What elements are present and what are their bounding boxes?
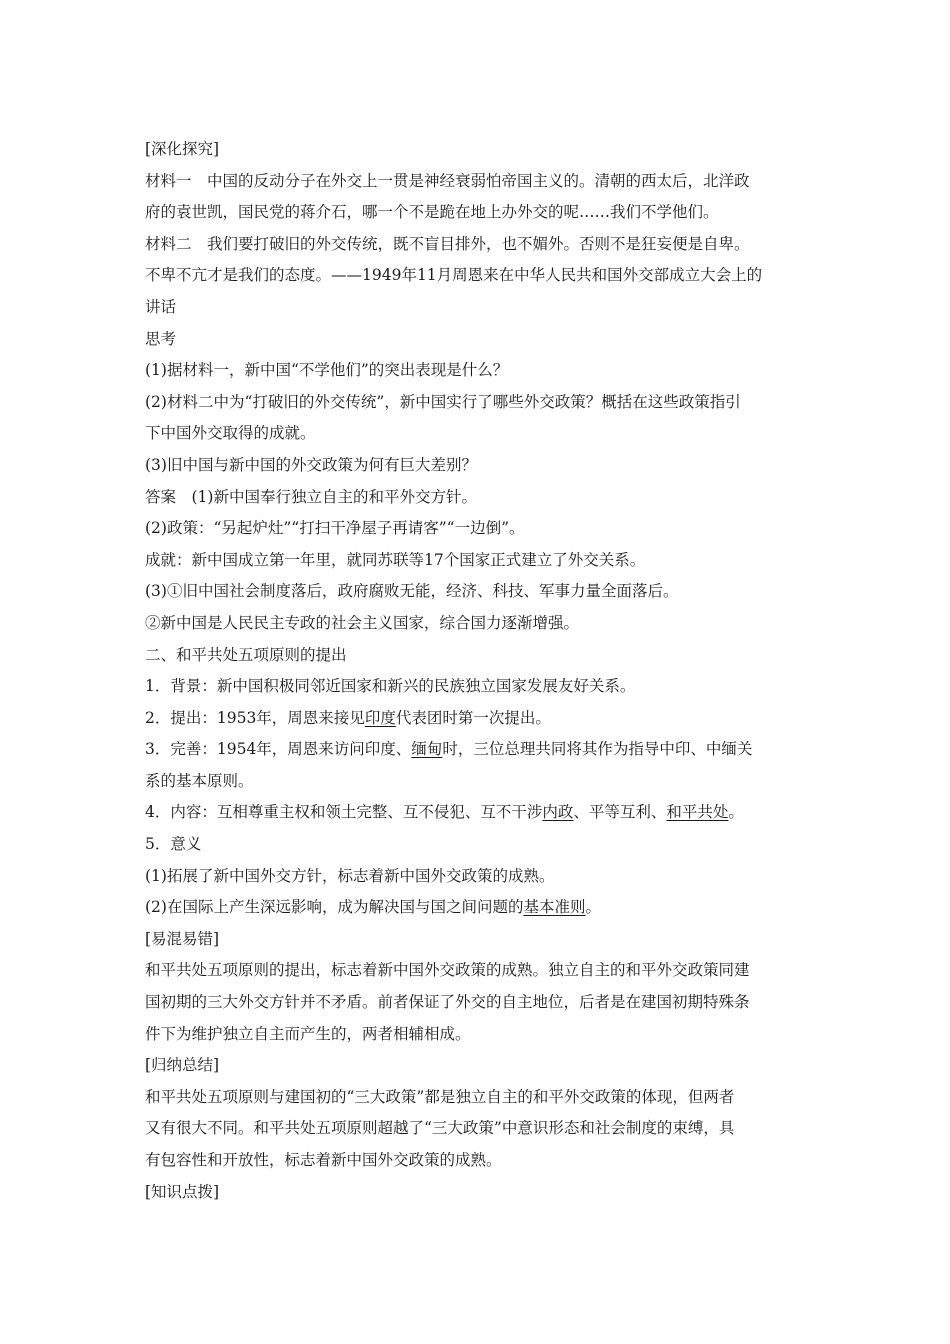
answer-3-part-1: (3)①旧中国社会制度落后，政府腐败无能，经济、科技、军事力量全面落后。 bbox=[145, 582, 679, 601]
material-one-line-2: 府的袁世凯，国民党的蒋介石，哪一个不是跪在地上办外交的呢……我们不学他们。 bbox=[145, 203, 719, 222]
point-1-background: 1．背景：新中国积极同邻近国家和新兴的民族独立国家发展友好关系。 bbox=[145, 677, 636, 696]
significance-2-text-b: 。 bbox=[585, 898, 601, 917]
significance-2-text-a: (2)在国际上产生深远影响，成为解决国与国之间问题的 bbox=[145, 898, 524, 917]
question-2-line-1: (2)材料二中为“打破旧的外交传统”，新中国实行了哪些外交政策？概括在这些政策指引 bbox=[145, 392, 741, 411]
section-label-summary: [归纳总结] bbox=[145, 1056, 220, 1075]
significance-1: (1)拓展了新中国外交方针，标志着新中国外交政策的成熟。 bbox=[145, 866, 555, 885]
point-3-improvement-line-2: 系的基本原则。 bbox=[145, 771, 254, 790]
material-two-line-2: 不卑不亢才是我们的态度。——1949年11月周恩来在中华人民共和国外交部成立大会上的 bbox=[145, 266, 763, 285]
confusion-line-3: 件下为维护独立自主而产生的，两者相辅相成。 bbox=[145, 1024, 471, 1043]
point-3-improvement-line-1 bbox=[145, 734, 810, 766]
section-label-deepen: [深化探究] bbox=[145, 140, 220, 158]
confusion-line-1: 和平共处五项原则的提出，标志着新中国外交政策的成熟。独立自主的和平外交政策同建 bbox=[145, 961, 750, 980]
material-two-line-1: 材料二 我们要打破旧的外交传统，既不盲目排外，也不媚外。否则不是狂妄便是自卑。 bbox=[145, 234, 750, 253]
answer-3-part-2: ②新中国是人民民主专政的社会主义国家，综合国力逐渐增强。 bbox=[145, 613, 580, 632]
point-5-significance: 5．意义 bbox=[145, 835, 202, 854]
summary-line-2: 又有很大不同。和平共处五项原则超越了“三大政策”中意识形态和社会制度的束缚，具 bbox=[145, 1119, 735, 1138]
confusion-line-2: 国初期的三大外交方针并不矛盾。前者保证了外交的自主地位，后者是在建国初期特殊条 bbox=[145, 993, 750, 1012]
answer-2-policy: (2)政策：“另起炉灶”“打扫干净屋子再请客”“一边倒”。 bbox=[145, 519, 525, 538]
answer-1: 答案 (1)新中国奉行独立自主的和平外交方针。 bbox=[145, 487, 477, 506]
think-heading: 思考 bbox=[145, 329, 177, 348]
point-3-text-b: 时，三位总理共同将其作为指导中印、中缅关 bbox=[442, 740, 753, 759]
question-3: (3)旧中国与新中国的外交政策为何有巨大差别？ bbox=[145, 455, 477, 474]
point-4-underlined-peaceful-coexistence: 和平共处 bbox=[666, 803, 729, 822]
point-4-text-c: 。 bbox=[728, 803, 744, 822]
point-2-text-b: 代表团时第一次提出。 bbox=[395, 708, 551, 727]
question-2-line-2: 下中国外交取得的成就。 bbox=[145, 424, 316, 443]
point-3-underlined-burma: 缅甸 bbox=[411, 740, 443, 759]
material-one-line-1: 材料一 中国的反动分子在外交上一贯是神经衰弱怕帝国主义的。清朝的西太后，北洋政 bbox=[145, 171, 750, 190]
significance-2 bbox=[145, 892, 810, 924]
point-4-content bbox=[145, 797, 810, 829]
point-2-underlined-india: 印度 bbox=[364, 708, 396, 727]
summary-line-3: 有包容性和开放性，标志着新中国外交政策的成熟。 bbox=[145, 1151, 502, 1169]
significance-2-underlined-basic-norm: 基本准则 bbox=[523, 898, 586, 917]
section-label-knowledge-tips: [知识点拨] bbox=[145, 1182, 220, 1201]
point-4-underlined-internal-affairs: 内政 bbox=[542, 803, 574, 822]
summary-line-1: 和平共处五项原则与建国初的“三大政策”都是独立自主的和平外交政策的体现，但两者 bbox=[145, 1087, 735, 1106]
point-4-text-a: 4．内容：互相尊重主权和领土完整、互不侵犯、互不干涉 bbox=[145, 803, 543, 822]
point-2-proposal bbox=[145, 703, 810, 735]
answer-2-achievement: 成就：新中国成立第一年里，就同苏联等17个国家正式建立了外交关系。 bbox=[145, 550, 646, 569]
section-label-confusion: [易混易错] bbox=[145, 929, 220, 948]
section-heading-five-principles: 二、和平共处五项原则的提出 bbox=[145, 645, 347, 664]
point-3-text-a: 3．完善：1954年，周恩来访问印度、 bbox=[145, 740, 412, 759]
question-1: (1)据材料一，新中国“不学他们”的突出表现是什么？ bbox=[145, 361, 509, 380]
material-two-line-3: 讲话 bbox=[145, 297, 177, 316]
document-body bbox=[145, 134, 810, 1208]
point-2-text-a: 2．提出：1953年，周恩来接见 bbox=[145, 708, 365, 727]
point-4-text-b: 、平等互利、 bbox=[573, 803, 667, 822]
